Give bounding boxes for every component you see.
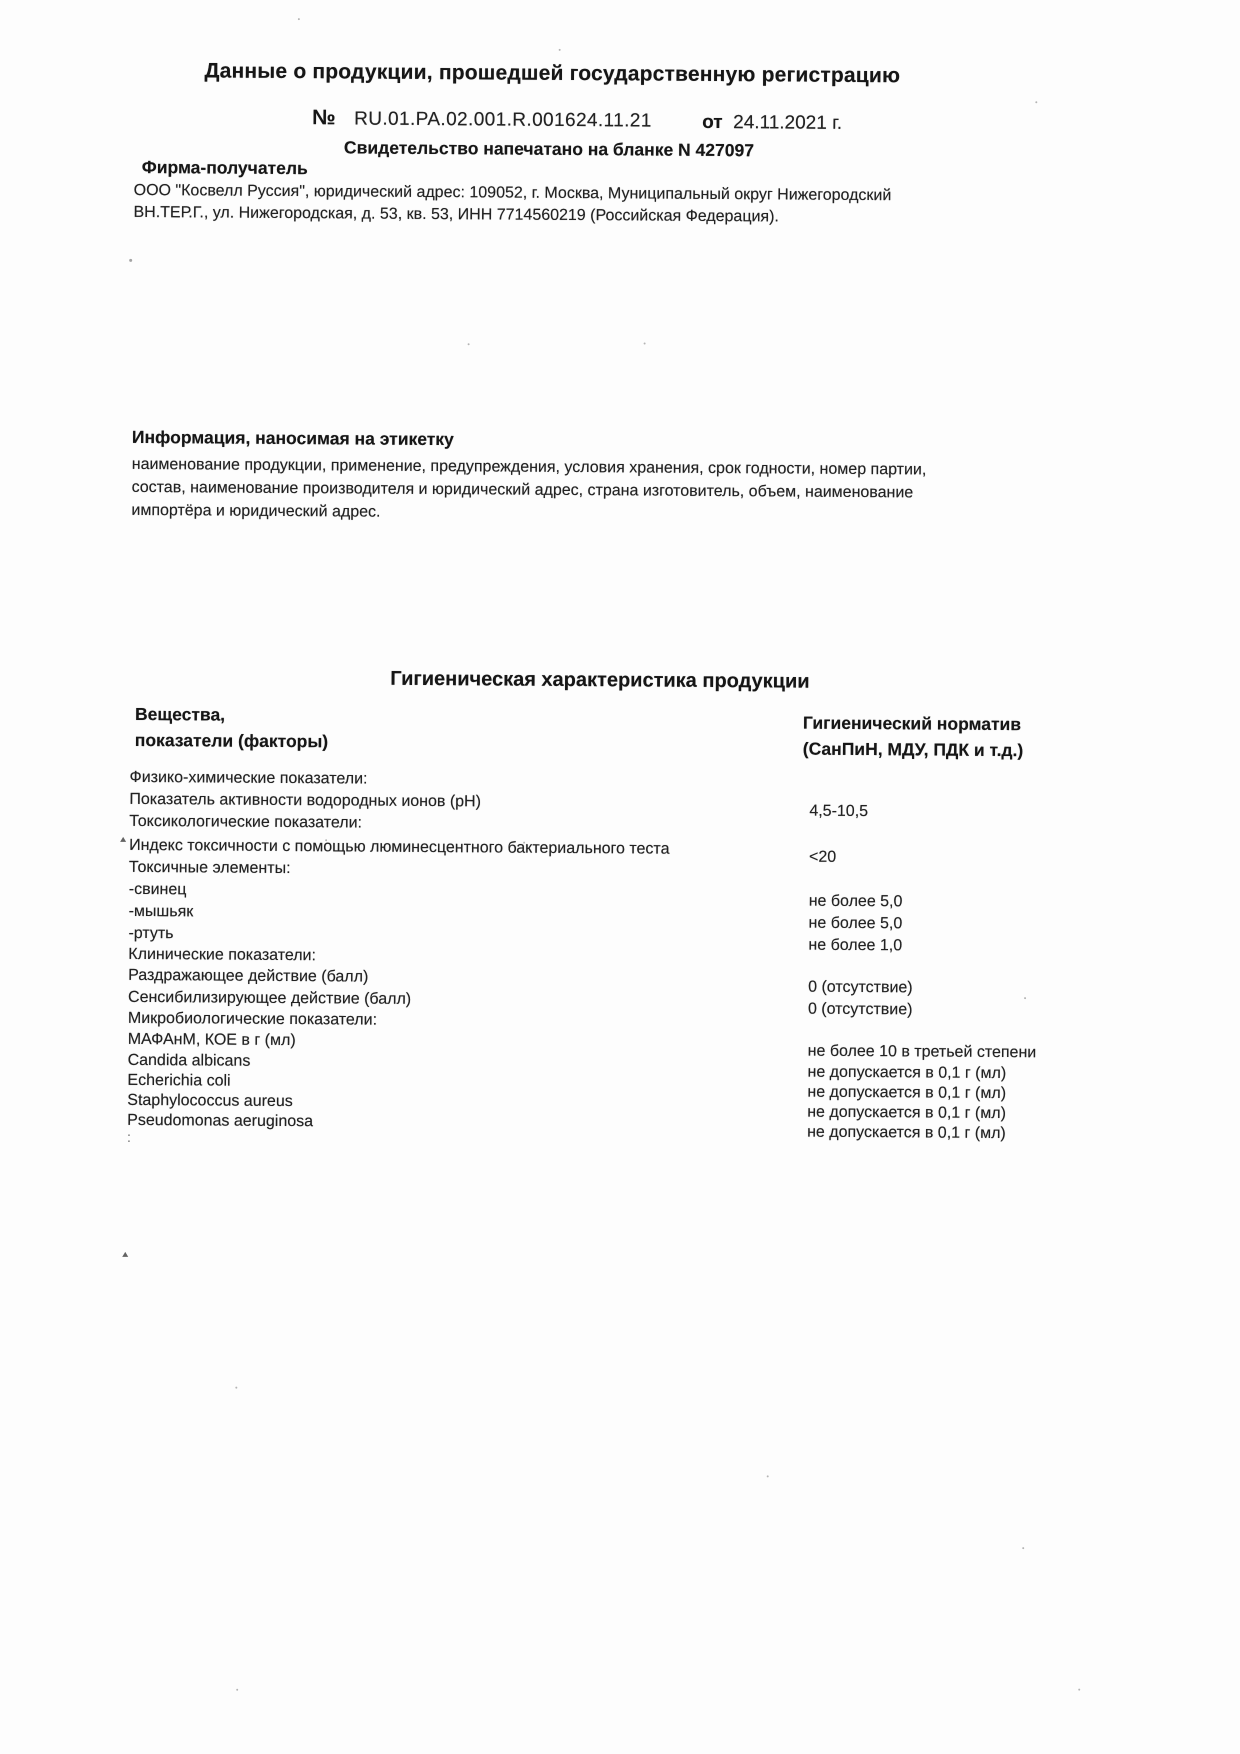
table-row-label: Клинические показатели: [128,945,317,965]
table-row-value: 4,5-10,5 [809,802,869,821]
table-row-value: не более 10 в третьей степени [807,1042,1037,1062]
scan-speck [1022,1547,1024,1549]
table-row-value: 0 (отсутствие) [808,978,913,997]
number-sign: № [312,106,336,130]
scan-speck [298,18,300,20]
date-label: от [702,111,723,134]
table-row-label: -ртуть [128,924,174,943]
table-row-label: Показатель активности водородных ионов (pH) [129,790,482,811]
table-row-label: Токсичные элементы: [128,858,291,878]
table-row-label: Физико-химические показатели: [129,768,368,788]
label-info-heading: Информация, наносимая на этикетку [131,426,454,450]
registration-number: RU.01.PA.02.001.R.001624.11.21 [354,108,652,132]
table-row-label: -свинец [128,880,187,899]
table-row-label: Сенсибилизирующее действие (балл) [127,988,412,1008]
table-row-label: Pseudomonas aeruginosa [127,1111,314,1131]
table-row-value: не допускается в 0,1 г (мл) [807,1123,1006,1143]
registration-number-line [0,104,1239,139]
hygiene-table [127,769,1160,1156]
scan-speck [120,837,126,842]
scan-speck: : [127,1128,132,1145]
table-row-label: Candida albicans [127,1051,251,1070]
blank-number-note: Свидетельство напечатано на бланке N 427097 [343,137,755,161]
scan-speck [523,842,525,844]
scan-speck [236,1689,238,1691]
table-row-value: не более 5,0 [808,914,903,933]
table-row-value: не более 1,0 [808,936,903,955]
label-info-text: наименование продукции, применение, предупреждения, условия хранения, срок годности, номер партии, состав, наименование производителя и юридический адрес, страна изготовитель, объем, наименование импортёра и юридический адрес. [131,455,927,521]
registration-date: 24.11.2021 г. [733,112,843,134]
substances-column-header [135,701,329,754]
recipient-text: ООО "Косвелл Руссия", юридический адрес: 109052, г. Москва, Муниципальный округ Нижегородский ВН.ТЕР.Г., ул. Нижегородская, д. 53, кв. 53, ИНН 7714560219 (Российская Федерация). [133,181,892,226]
norm-column-header-line1: Гигиенический норматив [802,712,1022,735]
table-row-label: МАФАнМ, КОЕ в г (мл) [127,1030,296,1050]
scan-speck [1035,101,1037,103]
table-row-value: 0 (отсутствие) [807,1000,913,1019]
table-row-label: -мышьяк [128,902,194,921]
table-row-label: Индекс токсичности с помощью люминесцентного бактериального теста [129,836,670,858]
scan-speck [468,343,470,345]
scan-speck [1024,997,1026,999]
table-row-value: не допускается в 0,1 г (мл) [807,1063,1007,1083]
scan-speck [559,49,561,51]
scan-speck [1078,1689,1080,1691]
scan-speck [129,259,132,262]
table-row-value: не более 5,0 [808,892,903,911]
hygiene-heading: Гигиеническая характеристика продукции [390,667,810,693]
page-title: Данные о продукции, прошедшей государственную регистрацию [204,59,901,88]
scan-speck [122,1252,128,1257]
scan-speck [235,1387,237,1389]
table-row-value: не допускается в 0,1 г (мл) [807,1103,1006,1123]
scan-speck [644,343,646,345]
substances-column-header-line2: показатели (факторы) [134,729,329,752]
scan-speck [767,1475,769,1477]
norm-column-header-line2: (СанПиН, МДУ, ПДК и т.д.) [802,738,1024,761]
table-row-value: не допускается в 0,1 г (мл) [807,1083,1007,1103]
scan-speck [325,839,327,841]
table-row-label: Микробиологические показатели: [127,1009,378,1029]
table-row-label: Echerichia coli [127,1071,231,1090]
norm-column-header [803,710,1024,764]
table-row-label: Раздражающее действие (балл) [128,966,369,986]
table-row-value: <20 [808,848,837,866]
substances-column-header-line1: Вещества, [134,703,226,725]
recipient-heading: Фирма-получатель [141,156,308,179]
table-row-label: Токсикологические показатели: [129,812,363,832]
table-row-label: Staphylococcus aureus [127,1091,293,1111]
